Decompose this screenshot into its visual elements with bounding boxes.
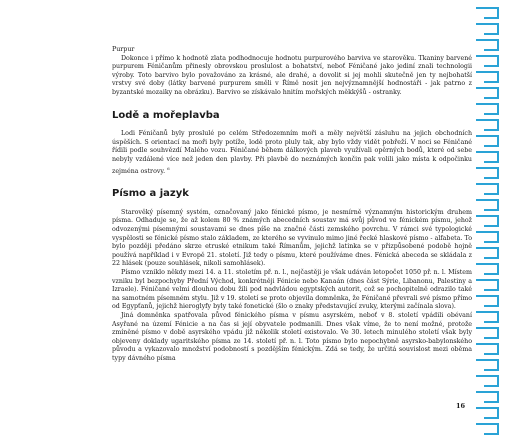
spiral-ring bbox=[476, 408, 498, 418]
spiral-ring bbox=[476, 88, 498, 98]
spiral-ring bbox=[476, 328, 498, 338]
spiral-ring bbox=[476, 200, 498, 210]
spiral-ring bbox=[476, 376, 498, 386]
page-number: 16 bbox=[456, 402, 466, 410]
spiral-ring bbox=[476, 24, 498, 34]
footnote-marker: 6 bbox=[167, 165, 170, 171]
spiral-ring bbox=[476, 8, 498, 18]
spiral-ring bbox=[476, 424, 498, 434]
pismo-paragraph-2: Písmo vzniklo někdy mezi 14. a 11. stoletím př. n. l., nejčastěji je však udáván letopočet 1050 př. n. l. Místem vzniku byl bezpochyby Přední Východ, konkrétněji Fénicie nebo Kanaán (dnes část Sýrie, Libanonu, Palestiny a Izraele). Féničané velmi dlouhou dobu žili pod nadvládou egyptských autorit, což se pochopitelně odrazilo také na samotném písemném stylu. Již v 19. století se proto objevila domněnka, že Féničané převrali své písmo přímo od Egypťanů, jejichž hieroglyfy byly také fonetické (šlo o znaky představující zvuky, kterými začínala slova). bbox=[112, 268, 472, 311]
lode-text: Lodi Féničanů byly proslulé po celém Středozemním moři a měly největší zásluhu na jejich obchodních úspěších. S orientací na moři byly potíže, lodě proto pluly tak, aby bylo vždy vidět pobřeží. V noci se Féničané řídili podle souhvězdí Malého vozu. Féničané během dálkových plaveb využívali opěrných bodů, které od sebe nebyly vzdálené více než jeden den plavby. Při plavbě do neznámých končin pak volili jako místa k odpočinku zejména ostrovy. bbox=[112, 130, 472, 175]
spiral-ring bbox=[476, 184, 498, 194]
spiral-ring bbox=[476, 136, 498, 146]
lode-paragraph bbox=[112, 130, 472, 176]
spiral-ring bbox=[476, 232, 498, 242]
spiral-ring bbox=[476, 296, 498, 306]
section-heading-lode: Lodě a mořeplavba bbox=[112, 109, 220, 121]
pismo-paragraph-3: Jiná domněnka spatřovala původ fénického písma v písmu asyrském, neboť v 8. století vpádili obévaní Asyřané na území Fénicie a na čas si její obyvatele podmanili. Dnes však víme, že to není možné, protože zmíněné písmo v době asyrského vpádu již několik století existovalo. Ve 30. letech minulého století však byly objeveny doklady ugaritského písma ze 14. století př. n. l. Toto písmo bylo nepochybně asyrsko-babylonského původu a vykazovalo množství podobností s pozdějším fénickým. Zdá se tedy, že určitá souvislost mezi oběma typy dávného písma bbox=[112, 311, 472, 362]
section-heading-pismo: Písmo a jazyk bbox=[112, 188, 189, 200]
pismo-paragraph-1: Starověký písemný systém, označovaný jako fénické písmo, je nesmírně významným historickým druhem písma. Odhaduje se, že až kolem 80 % známých abecedních soustav má svůj původ ve fénickém písmu, jehož odvozenými písemnými soustavami se dnes píše na značné části zemského povrchu. V rámci své typologické vyspělosti se fénické písmo stalo základem, ze kterého se vyvinulo mimo jiné řecké hlaskové písmo - alfabeta. To bylo později předáno skrze etruské etnikum také Římanům, jejichž latinka se v přizpůsobené podobě hojně používá například i v Evropě 21. století. Již tedy o písmu, které používáme dnes. Fénická abeceda se skládala z 22 hlásek (pouze souhlásek, nikoli samohlásek). bbox=[112, 208, 472, 268]
spiral-ring bbox=[476, 120, 498, 130]
spiral-ring bbox=[476, 392, 498, 402]
spiral-ring bbox=[476, 344, 498, 354]
spiral-binding bbox=[474, 0, 508, 447]
spiral-ring bbox=[476, 40, 498, 50]
spiral-ring bbox=[476, 104, 498, 114]
spiral-ring bbox=[476, 280, 498, 290]
spiral-ring bbox=[476, 248, 498, 258]
document-body bbox=[112, 46, 472, 364]
spiral-ring bbox=[476, 168, 498, 178]
spiral-ring bbox=[476, 56, 498, 66]
spiral-ring bbox=[476, 264, 498, 274]
purpur-paragraph: Dokonce i přímo k hodnotě zlata podhodnocuje hodnotu purpurového barviva ve starověku. Tkaniny barvené purpurem Féničanům přinesly obrovskou proslulost a bohatství, neboť Féničané jako jediní znali technologii výroby. Toto barvivo bylo považováno za krásné, ale drahé, a dovolit si jej mohli skutečně jen ty nejbohatší vrstvy své doby (látky barvené purpurem směli v Římě nosit jen nejvýznamnější hodnostáři - jak patrno z byzantské mozaiky na obrázku). Barvivo se získávalo hnitím mořských měkkýšů - ostranky. bbox=[112, 54, 472, 96]
spiral-ring bbox=[476, 72, 498, 82]
spiral-ring bbox=[476, 152, 498, 162]
spiral-ring bbox=[476, 312, 498, 322]
spiral-ring bbox=[476, 216, 498, 226]
purpur-title: Purpur bbox=[112, 46, 135, 53]
spiral-ring bbox=[476, 360, 498, 370]
